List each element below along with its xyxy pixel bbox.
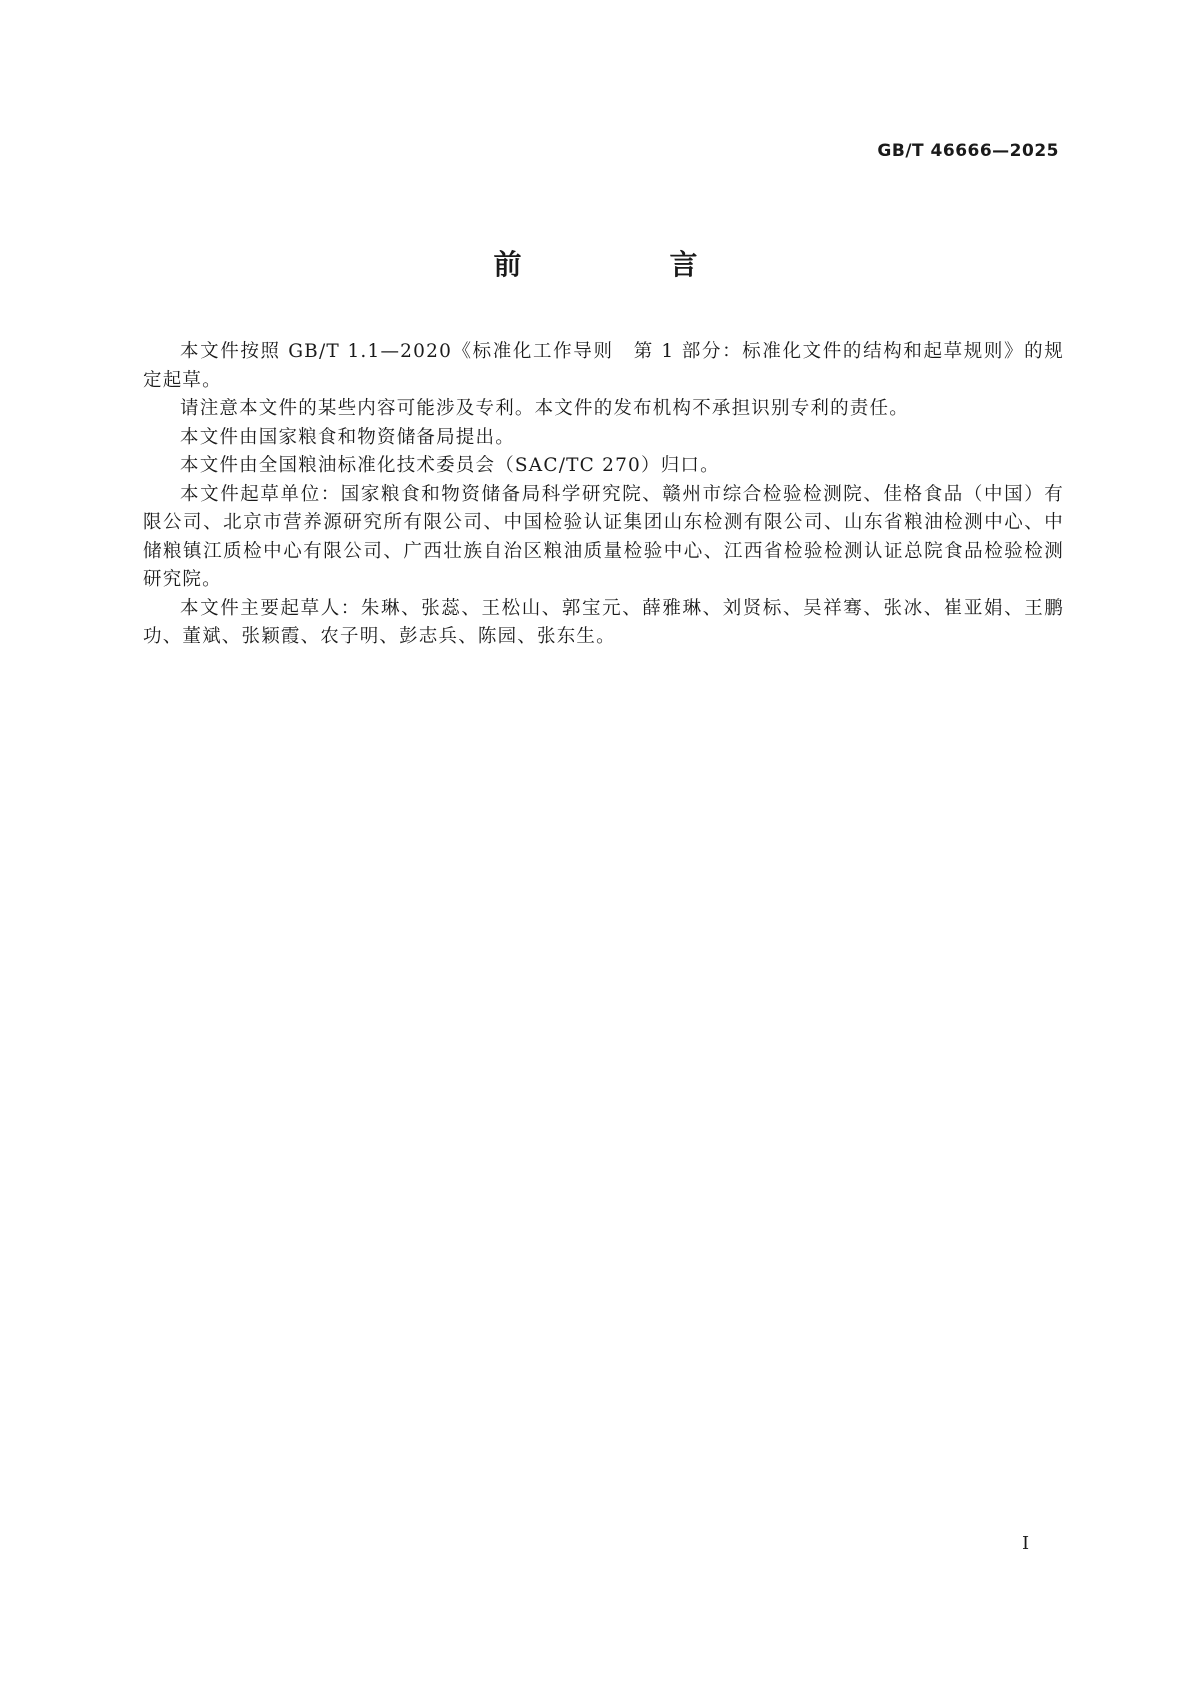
paragraph-drafting-units: 本文件起草单位：国家粮食和物资储备局科学研究院、赣州市综合检验检测院、佳格食品（中国）有限公司、北京市营养源研究所有限公司、中国检验认证集团山东检测有限公司、山东省粮油检测中心、中储粮镇江质检中心有限公司、广西壮族自治区粮油质量检验中心、江西省检验检测认证总院食品检验检测研究院。	[143, 483, 1064, 590]
paragraph-committee: 本文件由全国粮油标准化技术委员会（SAC/TC 270）归口。	[180, 455, 720, 476]
document-code: GB/T 46666—2025	[877, 141, 1059, 161]
paragraph-proposer: 本文件由国家粮食和物资储备局提出。	[180, 426, 515, 448]
paragraph-drafters: 本文件主要起草人：朱琳、张蕊、王松山、郭宝元、薛雅琳、刘贤标、吴祥骞、张冰、崔亚娟、王鹏功、董斌、张颖霞、农子明、彭志兵、陈园、张东生。	[143, 597, 1064, 647]
page-title: 前 言	[493, 248, 758, 281]
page-number: I	[1022, 1533, 1030, 1554]
paragraph-drafting-rules: 本文件按照 GB/T 1.1—2020《标准化工作导则 第 1 部分：标准化文件的结构和起草规则》的规定起草。	[143, 341, 1064, 391]
paragraph-patent-notice: 请注意本文件的某些内容可能涉及专利。本文件的发布机构不承担识别专利的责任。	[180, 398, 909, 419]
foreword-body	[143, 338, 1064, 652]
